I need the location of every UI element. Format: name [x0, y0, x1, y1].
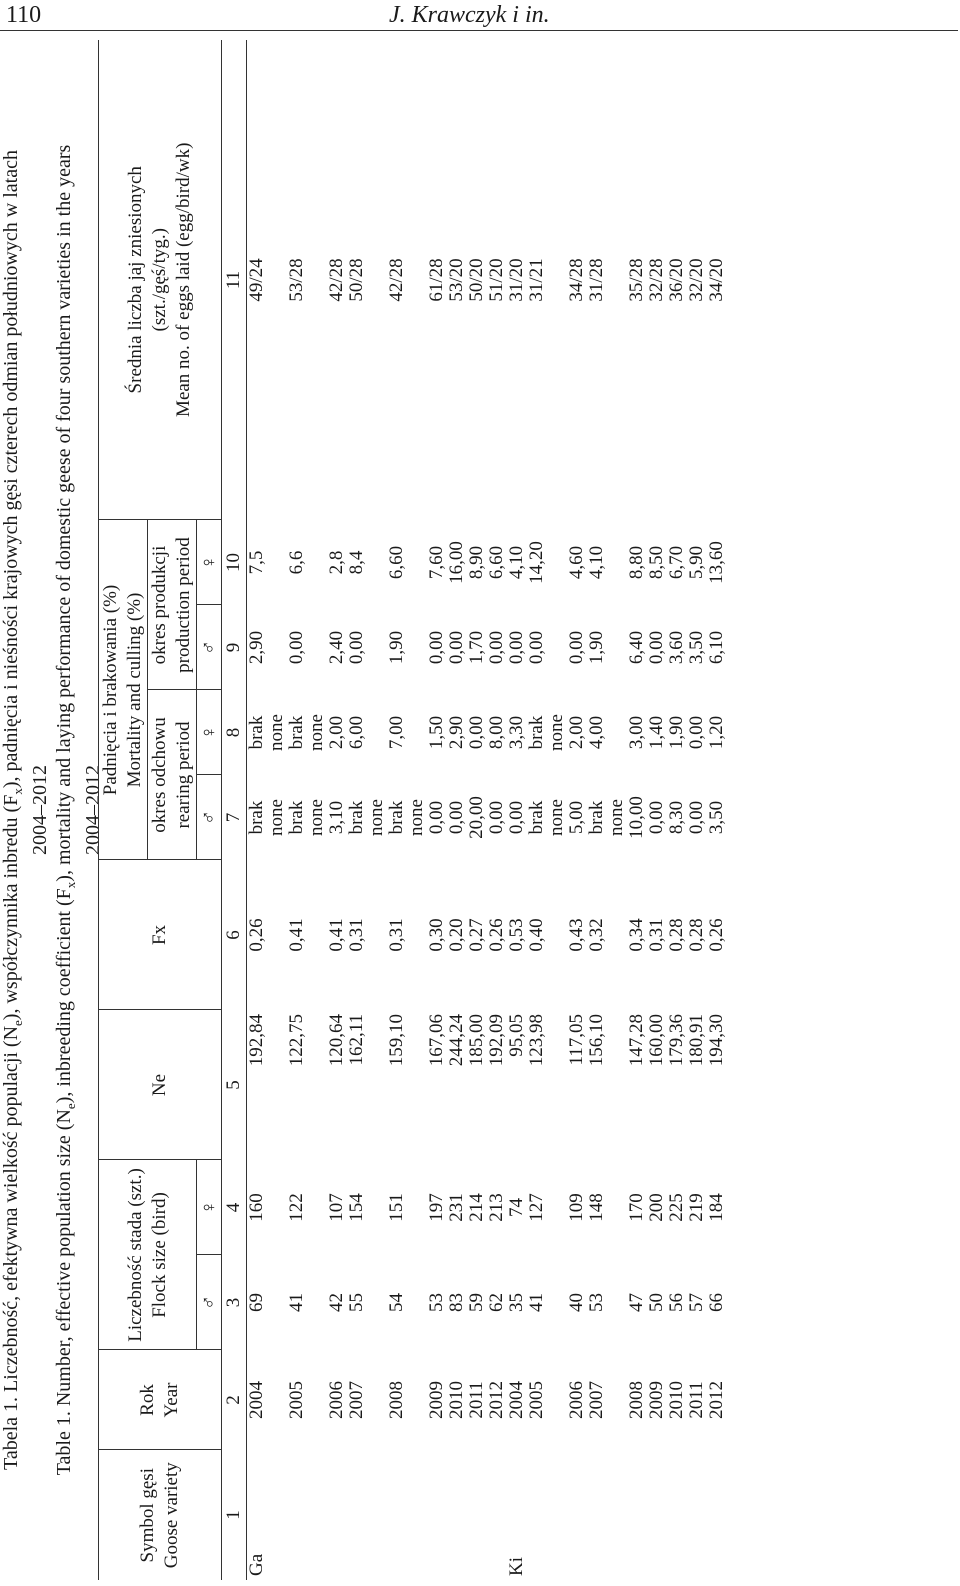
table-row [467, 40, 487, 1580]
production-male-cell: 0,00 [426, 630, 447, 665]
rearing-male-cell: 0,00 [446, 800, 467, 835]
eggs-cell: 34/28 [566, 258, 587, 302]
rearing-female-cell: brak none [287, 690, 327, 775]
production-male-cell: 3,60 [666, 630, 687, 665]
rearing-male-cell: 0,00 [686, 800, 707, 835]
caption-polish: Tabela 1. Liczebność, efektywna wielkość populacji $(N_e)$, współczynnika inbredu $(F_x)$, padnięcia i nieśności krajowych gęsi czterech odmian południowych w latach 2004–2012 [0, 150, 51, 1470]
rearing-male-cell: brak none [387, 775, 427, 860]
rearing-female-cell: 8,00 [486, 715, 507, 750]
year-cell: 2008 [386, 1381, 407, 1419]
year-cell: 2012 [706, 1381, 727, 1419]
flock-male-cell: 50 [646, 1293, 667, 1312]
production-male-cell: 1,90 [586, 630, 607, 665]
rearing-female-cell: 1,50 [426, 715, 447, 750]
flock-female-cell: 219 [686, 1193, 707, 1222]
variety-cell: Ga [246, 1553, 267, 1576]
production-female-cell: 7,5 [246, 550, 267, 575]
variety-cell [467, 1450, 487, 1580]
page-number: 110 [6, 2, 42, 28]
eggs-cell: 42/28 [326, 258, 347, 302]
production-male-cell: 0,00 [346, 630, 367, 665]
table-row [687, 40, 707, 1580]
year-cell: 2009 [646, 1381, 667, 1419]
year-cell: 2005 [286, 1381, 307, 1419]
flock-female-cell: 214 [466, 1193, 487, 1222]
rearing-male-cell: 8,30 [666, 800, 687, 835]
eggs-cell: 50/28 [346, 258, 367, 302]
production-female-cell: 8,50 [646, 545, 667, 580]
ne-cell: 95,05 [506, 1014, 527, 1057]
flock-male-cell: 69 [246, 1293, 267, 1312]
fx-cell: 0,31 [386, 918, 407, 952]
column-number: 9 [222, 605, 247, 690]
none-translation: none [406, 799, 427, 836]
variety-cell [427, 1450, 447, 1580]
rearing-male-cell: 20,00 [466, 796, 487, 839]
eggs-cell: 61/28 [426, 258, 447, 302]
rearing-male-cell: 0,00 [426, 800, 447, 835]
production-male-cell: 6,10 [706, 630, 727, 665]
table-row [507, 40, 527, 1580]
header-eggs: Średnia liczba jaj zniesionych (szt./gęś/tyg.) Mean no. of eggs laid (egg/bird/wk) [99, 40, 222, 520]
rearing-female-cell: brak none [527, 690, 567, 775]
flock-female-cell: 148 [586, 1193, 607, 1222]
header-flock-male: ♂ [197, 1255, 222, 1350]
year-cell: 2012 [486, 1381, 507, 1419]
rearing-male-cell: 3,50 [706, 800, 727, 835]
table-row [567, 40, 587, 1580]
flock-female-cell: 151 [386, 1193, 407, 1222]
header-variety: Symbol gęsi Goose variety [99, 1450, 222, 1580]
column-number-row [222, 40, 247, 1580]
rearing-female-cell: 2,00 [326, 715, 347, 750]
eggs-cell: 49/24 [246, 258, 267, 302]
column-number: 3 [222, 1255, 247, 1350]
column-number: 8 [222, 690, 247, 775]
rearing-female-cell: 1,20 [706, 715, 727, 750]
header-fx: Fx [99, 860, 222, 1010]
header-production-male: ♂ [197, 605, 222, 690]
variety-cell [707, 1450, 727, 1580]
flock-male-cell: 62 [486, 1293, 507, 1312]
flock-male-cell: 66 [706, 1293, 727, 1312]
ne-cell: 117,05 [566, 1014, 587, 1066]
fx-cell: 0,26 [706, 918, 727, 952]
production-female-cell: 6,6 [286, 550, 307, 575]
table-row [327, 40, 347, 1580]
eggs-cell: 34/20 [706, 258, 727, 302]
header-mortality: Padnięcia i brakowania (%) Mortality and culling (%) [99, 520, 148, 860]
header-production-period: okres produkcji production period [148, 520, 197, 690]
flock-male-cell: 47 [626, 1293, 647, 1312]
column-number: 10 [222, 520, 247, 605]
flock-female-cell: 170 [626, 1193, 647, 1222]
production-male-cell: 0,00 [566, 630, 587, 665]
rearing-male-cell: 0,00 [646, 800, 667, 835]
flock-male-cell: 56 [666, 1293, 687, 1312]
column-number: 1 [222, 1450, 247, 1580]
fx-cell: 0,32 [586, 918, 607, 952]
none-translation: none [306, 714, 327, 751]
variety-cell [647, 1450, 667, 1580]
year-cell: 2009 [426, 1381, 447, 1419]
table-row [707, 40, 727, 1580]
production-male-cell: 3,50 [686, 630, 707, 665]
header-rearing-male: ♂ [197, 775, 222, 860]
rearing-female-cell: 1,40 [646, 715, 667, 750]
flock-female-cell: 213 [486, 1193, 507, 1222]
rearing-male-cell: 0,00 [506, 800, 527, 835]
header-ne: Ne [99, 1010, 222, 1160]
table-captions [0, 40, 106, 1580]
column-number: 7 [222, 775, 247, 860]
table-row [287, 40, 327, 1580]
table-row [587, 40, 627, 1580]
fx-cell: 0,43 [566, 918, 587, 952]
header-rearing-female: ♀ [197, 690, 222, 775]
production-male-cell: 0,00 [646, 630, 667, 665]
production-male-cell: 0,00 [506, 630, 527, 665]
rearing-female-cell: 2,00 [566, 715, 587, 750]
ne-cell: 123,98 [526, 1014, 547, 1067]
variety-cell [287, 1450, 327, 1580]
fx-cell: 0,20 [446, 918, 467, 952]
none-translation: none [266, 799, 287, 836]
variety-cell [587, 1450, 627, 1580]
variety-cell [667, 1450, 687, 1580]
none-translation: none [266, 714, 287, 751]
fx-cell: 0,53 [506, 918, 527, 952]
eggs-cell: 50/20 [466, 258, 487, 302]
flock-male-cell: 57 [686, 1293, 707, 1312]
flock-male-cell: 35 [506, 1293, 527, 1312]
rearing-female-cell: 6,00 [346, 715, 367, 750]
flock-female-cell: 184 [706, 1193, 727, 1222]
ne-cell: 244,24 [446, 1014, 467, 1067]
production-male-cell: 0,00 [526, 630, 547, 665]
ne-cell: 160,00 [646, 1014, 667, 1067]
variety-cell [347, 1450, 387, 1580]
variety-cell [447, 1450, 467, 1580]
variety-cell [627, 1450, 647, 1580]
production-male-cell: 2,90 [246, 630, 267, 665]
rearing-female-cell: 1,90 [666, 715, 687, 750]
flock-female-cell: 200 [646, 1193, 667, 1222]
table-row [667, 40, 687, 1580]
fx-cell: 0,28 [686, 918, 707, 952]
rotated-table-block [0, 40, 960, 1580]
eggs-cell: 36/20 [666, 258, 687, 302]
fx-cell: 0,40 [526, 918, 547, 952]
table-body [247, 40, 728, 1580]
variety-cell [327, 1450, 347, 1580]
ne-cell: 194,30 [706, 1014, 727, 1067]
production-male-cell: 1,70 [466, 630, 487, 665]
year-cell: 2008 [626, 1381, 647, 1419]
variety-cell [387, 1450, 427, 1580]
production-male-cell: 0,00 [446, 630, 467, 665]
year-cell: 2007 [346, 1381, 367, 1419]
production-female-cell: 5,90 [686, 545, 707, 580]
eggs-cell: 53/20 [446, 258, 467, 302]
header-flock-size: Liczebność stada (szt.) Flock size (bird) [99, 1160, 197, 1350]
eggs-cell: 51/20 [486, 258, 507, 302]
rearing-male-cell: brak none [347, 775, 387, 860]
ne-cell: 156,10 [586, 1014, 607, 1067]
flock-male-cell: 83 [446, 1293, 467, 1312]
table-row [647, 40, 667, 1580]
fx-cell: 0,30 [426, 918, 447, 952]
year-cell: 2004 [246, 1381, 267, 1419]
flock-male-cell: 40 [566, 1293, 587, 1312]
production-female-cell: 6,60 [486, 545, 507, 580]
ne-cell: 192,09 [486, 1014, 507, 1067]
eggs-cell: 31/28 [586, 258, 607, 302]
none-translation: none [606, 799, 627, 836]
caption-english: Table 1. Number, effective population size $(N_e)$, inbreeding coefficient $(F_x)$, mortality and laying performance of domestic geese of four southern varieties in the years 2004–2012 [53, 144, 104, 1476]
year-cell: 2011 [686, 1381, 707, 1419]
table-row [387, 40, 427, 1580]
eggs-cell: 35/28 [626, 258, 647, 302]
production-female-cell: 13,60 [706, 541, 727, 584]
production-female-cell: 7,60 [426, 545, 447, 580]
flock-male-cell: 54 [386, 1293, 407, 1312]
variety-cell: Ki [506, 1557, 527, 1576]
table-row [427, 40, 447, 1580]
flock-male-cell: 53 [586, 1293, 607, 1312]
fx-cell: 0,41 [286, 918, 307, 952]
fx-cell: 0,41 [326, 918, 347, 952]
flock-female-cell: 225 [666, 1193, 687, 1222]
flock-female-cell: 74 [506, 1198, 527, 1217]
year-cell: 2006 [326, 1381, 347, 1419]
header-rule [0, 30, 958, 31]
table-row [527, 40, 567, 1580]
year-cell: 2005 [526, 1381, 547, 1419]
year-cell: 2006 [566, 1381, 587, 1419]
year-cell: 2010 [666, 1381, 687, 1419]
rearing-female-cell: 3,00 [626, 715, 647, 750]
ne-cell: 192,84 [246, 1014, 267, 1067]
ne-cell: 120,64 [326, 1014, 347, 1067]
ne-cell: 162,11 [346, 1014, 367, 1066]
column-number: 6 [222, 860, 247, 1010]
header-year: Rok Year [99, 1350, 222, 1450]
ne-cell: 122,75 [286, 1014, 307, 1067]
column-number: 4 [222, 1160, 247, 1255]
flock-female-cell: 122 [286, 1193, 307, 1222]
none-translation: none [546, 714, 567, 751]
flock-male-cell: 53 [426, 1293, 447, 1312]
variety-cell [687, 1450, 707, 1580]
flock-male-cell: 41 [286, 1293, 307, 1312]
table-row [247, 40, 288, 1580]
production-female-cell: 8,80 [626, 545, 647, 580]
production-male-cell: 0,00 [486, 630, 507, 665]
rearing-female-cell: 4,00 [586, 715, 607, 750]
year-cell: 2004 [506, 1381, 527, 1419]
rearing-male-cell: 0,00 [486, 800, 507, 835]
flock-male-cell: 42 [326, 1293, 347, 1312]
year-cell: 2010 [446, 1381, 467, 1419]
header-rearing-period: okres odchowu rearing period [148, 690, 197, 860]
flock-male-cell: 41 [526, 1293, 547, 1312]
eggs-cell: 32/20 [686, 258, 707, 302]
header-production-female: ♀ [197, 520, 222, 605]
flock-female-cell: 127 [526, 1193, 547, 1222]
column-number: 5 [222, 1010, 247, 1160]
fx-cell: 0,34 [626, 918, 647, 952]
table-row [447, 40, 467, 1580]
year-cell: 2007 [586, 1381, 607, 1419]
production-female-cell: 6,60 [386, 545, 407, 580]
none-translation: none [546, 799, 567, 836]
rearing-male-cell: brak none [587, 775, 627, 860]
variety-cell [567, 1450, 587, 1580]
eggs-cell: 31/20 [506, 258, 527, 302]
fx-cell: 0,26 [486, 918, 507, 952]
flock-female-cell: 231 [446, 1193, 467, 1222]
table-row [347, 40, 387, 1580]
column-number: 11 [222, 40, 247, 520]
rearing-female-cell: 0,00 [686, 715, 707, 750]
ne-cell: 185,00 [466, 1014, 487, 1067]
ne-cell: 147,28 [626, 1014, 647, 1067]
none-translation: none [366, 799, 387, 836]
production-female-cell: 14,20 [526, 541, 547, 584]
production-female-cell: 8,4 [346, 550, 367, 575]
ne-cell: 159,10 [386, 1014, 407, 1067]
production-male-cell: 0,00 [286, 630, 307, 665]
eggs-cell: 53/28 [286, 258, 307, 302]
eggs-cell: 42/28 [386, 258, 407, 302]
rearing-male-cell: 3,10 [326, 800, 347, 835]
rearing-male-cell: 10,00 [626, 796, 647, 839]
production-male-cell: 6,40 [626, 630, 647, 665]
data-table [98, 40, 727, 1580]
table-row [627, 40, 647, 1580]
table-row [487, 40, 507, 1580]
rearing-female-cell: 2,90 [446, 715, 467, 750]
fx-cell: 0,31 [646, 918, 667, 952]
running-head: J. Krawczyk i in. [389, 2, 550, 28]
variety-cell [487, 1450, 507, 1580]
fx-cell: 0,28 [666, 918, 687, 952]
flock-male-cell: 55 [346, 1293, 367, 1312]
rearing-female-cell: 3,30 [506, 715, 527, 750]
production-female-cell: 8,90 [466, 545, 487, 580]
production-male-cell: 2,40 [326, 630, 347, 665]
flock-female-cell: 109 [566, 1193, 587, 1222]
production-female-cell: 4,10 [506, 545, 527, 580]
rearing-male-cell: brak none [287, 775, 327, 860]
fx-cell: 0,31 [346, 918, 367, 952]
rearing-female-cell: 0,00 [466, 715, 487, 750]
eggs-cell: 32/28 [646, 258, 667, 302]
year-cell: 2011 [466, 1381, 487, 1419]
production-female-cell: 6,70 [666, 545, 687, 580]
column-number: 2 [222, 1350, 247, 1450]
flock-female-cell: 197 [426, 1193, 447, 1222]
rearing-female-cell: 7,00 [386, 715, 407, 750]
ne-cell: 180,91 [686, 1014, 707, 1067]
rearing-male-cell: 5,00 [566, 800, 587, 835]
production-female-cell: 2,8 [326, 550, 347, 575]
page-header [0, 0, 960, 34]
rearing-male-cell: brak none [247, 775, 288, 860]
ne-cell: 167,06 [426, 1014, 447, 1067]
flock-female-cell: 154 [346, 1193, 367, 1222]
rearing-male-cell: brak none [527, 775, 567, 860]
fx-cell: 0,27 [466, 918, 487, 952]
production-female-cell: 4,10 [586, 545, 607, 580]
production-female-cell: 16,00 [446, 541, 467, 584]
variety-cell [527, 1450, 567, 1580]
flock-female-cell: 160 [246, 1193, 267, 1222]
eggs-cell: 31/21 [526, 258, 547, 302]
rearing-female-cell: brak none [247, 690, 288, 775]
fx-cell: 0,26 [246, 918, 267, 952]
ne-cell: 179,36 [666, 1014, 687, 1067]
production-male-cell: 1,90 [386, 630, 407, 665]
flock-male-cell: 59 [466, 1293, 487, 1312]
production-female-cell: 4,60 [566, 545, 587, 580]
header-flock-female: ♀ [197, 1160, 222, 1255]
none-translation: none [306, 799, 327, 836]
flock-female-cell: 107 [326, 1193, 347, 1222]
